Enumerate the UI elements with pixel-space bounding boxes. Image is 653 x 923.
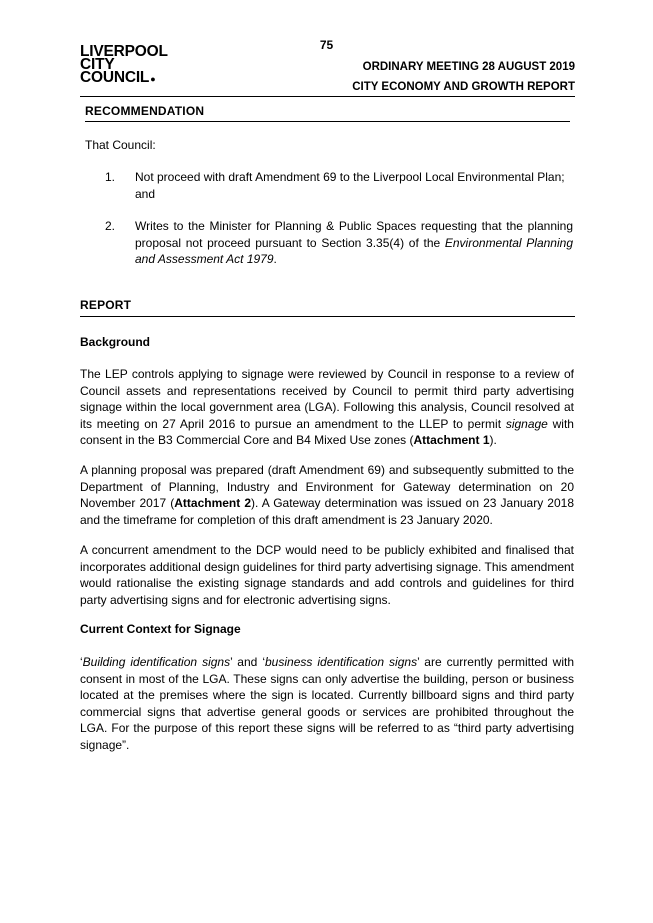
background-paragraph-2: A planning proposal was prepared (draft Amendment 69) and subsequently submitted to the Department of Planning, Industry and Environment for Gateway determination on 20 November 2017 (Attachment 2). A Gateway determination was issued on 23 January 2018 and the timeframe for completion of this draft amendment is 23 January 2020. [80, 463, 575, 527]
item-2-number: 2. [105, 219, 116, 233]
header-divider [80, 96, 575, 97]
report-heading: REPORT [80, 298, 132, 312]
recommendation-heading: RECOMMENDATION [85, 104, 205, 118]
logo-dot-icon: ● [150, 74, 156, 84]
current-context-heading: Current Context for Signage [80, 622, 241, 636]
logo-line-1: LIVERPOOL [80, 43, 168, 60]
recommendation-intro: That Council: [85, 138, 156, 152]
report-rule [80, 316, 575, 317]
background-paragraph-3: A concurrent amendment to the DCP would need to be publicly exhibited and finalised that incorporates additional design guidelines for third party advertising signage. This amendment would rationalise the existing signage standards and add controls and guidelines for third party advertising signs and for electronic advertising signs. [80, 543, 574, 607]
logo-line-3: COUNCIL● [80, 69, 156, 86]
background-heading: Background [80, 335, 151, 349]
current-context-paragraph: ‘Building identification signs’ and ‘business identification signs’ are currently permitted with consent in most of the LGA. These signs can only advertise the building, person or business located at the premises where the sign is located. Currently billboard signs and third party commercial signs that advertise general goods or services are prohibited throughout the LGA. For the purpose of this report these signs will be referred to as “third party advertising signage”. [80, 655, 574, 752]
recommendation-rule [85, 121, 570, 122]
council-logo [80, 45, 168, 86]
report-title: CITY ECONOMY AND GROWTH REPORT [352, 81, 575, 93]
item-2-text: Writes to the Minister for Planning & Public Spaces requesting that the planning proposal not proceed pursuant to Section 3.35(4) of the Environmental Planning and Assessment Act 1979. [135, 219, 573, 266]
meeting-title: ORDINARY MEETING 28 AUGUST 2019 [362, 61, 575, 73]
page-number: 75 [319, 38, 334, 52]
item-1-number: 1. [105, 170, 116, 184]
background-paragraph-1: The LEP controls applying to signage were reviewed by Council in response to a review of Council assets and representations received by Council to permit third party advertising signage within the local government area (LGA). Following this analysis, Council resolved at its meeting on 27 April 2016 to pursue an amendment to the LLEP to permit signage with consent in the B3 Commercial Core and B4 Mixed Use zones (Attachment 1). [80, 367, 574, 447]
logo-line-2: CITY [80, 56, 115, 73]
item-1-text: Not proceed with draft Amendment 69 to the Liverpool Local Environmental Plan; and [135, 170, 565, 201]
